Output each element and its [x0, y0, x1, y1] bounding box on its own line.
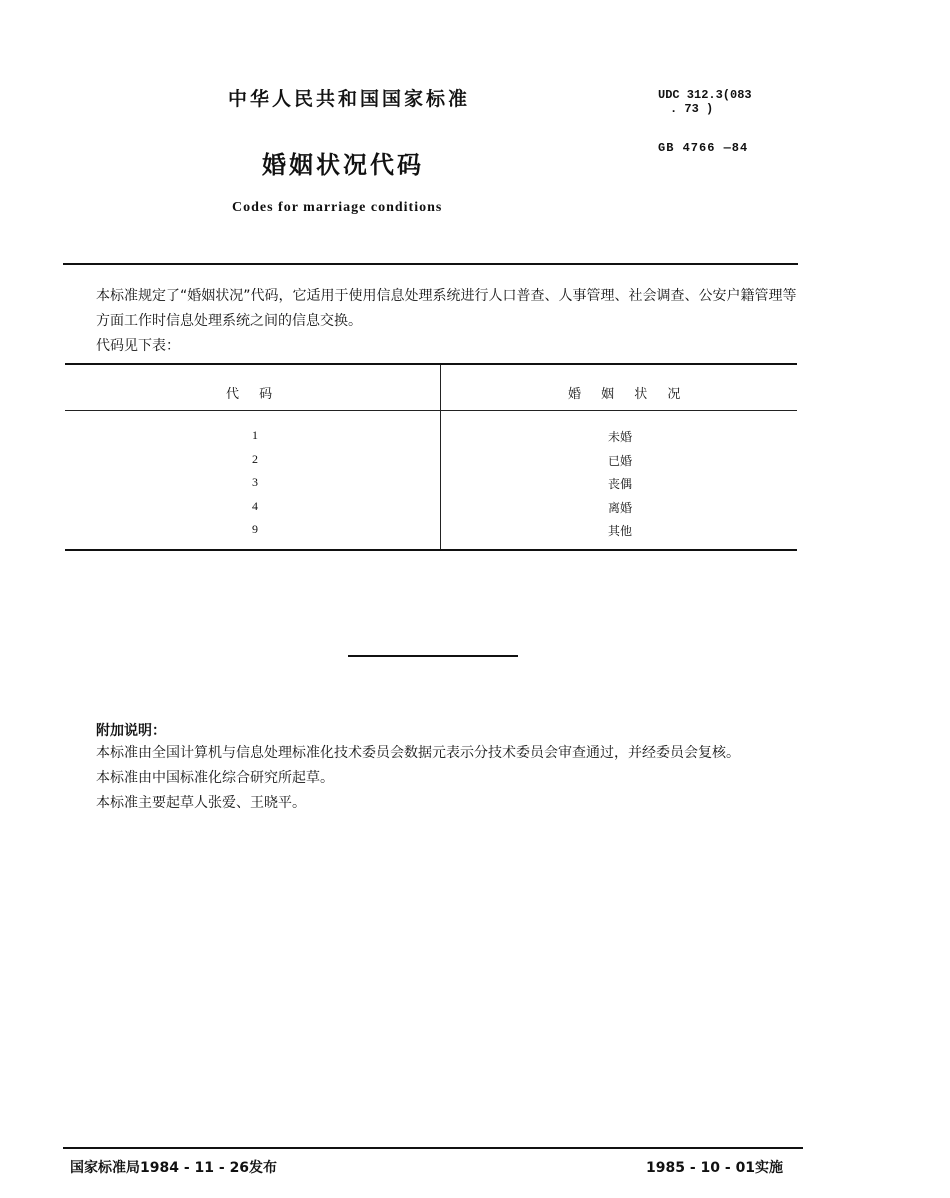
row-status: 已婚 [607, 454, 632, 468]
row-code: 3 [252, 475, 258, 489]
document-title-zh: 婚姻状况代码 [262, 151, 424, 179]
notes-body [66, 741, 798, 816]
udc-line-1: UDC 312.3(083 [658, 88, 752, 102]
table-intro: 代码见下表： [96, 338, 180, 354]
footer-divider [63, 1147, 803, 1149]
note-item: 本标准主要起草人张爱、王晓平。 [96, 795, 306, 811]
note-item: 本标准由中国标准化综合研究所起草。 [96, 770, 334, 786]
table-header-rule [65, 410, 797, 411]
udc-line-2: . 73 ) [670, 102, 714, 116]
intro-text: 本标准规定了“婚姻状况”代码，它适用于使用信息处理系统进行人口普查、人事管理、社会调查、公安户籍管理等方面工作时信息处理系统之间的信息交换。 [96, 288, 797, 329]
row-code: 4 [252, 499, 258, 513]
table-bottom-rule [65, 549, 797, 551]
udc-classification [658, 88, 752, 116]
row-status: 未婚 [607, 430, 632, 444]
document-title-en: Codes for marriage conditions [232, 200, 443, 215]
issue-date: 国家标准局1984 - 11 - 26发布 [70, 1160, 278, 1176]
intro-paragraph [66, 284, 798, 359]
row-status: 丧偶 [607, 477, 632, 491]
end-of-text-rule [348, 655, 518, 657]
note-item: 本标准由全国计算机与信息处理标准化技术委员会数据元表示分技术委员会审查通过，并经委员会复核。 [96, 745, 740, 761]
table-header-code: 代 码 [226, 387, 281, 402]
table-column-divider [440, 365, 441, 549]
row-code: 1 [252, 428, 258, 442]
table-header-status: 婚 姻 状 况 [568, 387, 689, 402]
gb-number: GB 4766 —84 [658, 141, 749, 155]
notes-title: 附加说明： [96, 723, 166, 739]
standard-type-heading: 中华人民共和国国家标准 [228, 88, 471, 110]
row-status: 离婚 [607, 501, 632, 515]
row-code: 2 [252, 452, 258, 466]
header-divider [63, 263, 798, 265]
row-status: 其他 [607, 524, 632, 538]
table-top-rule [65, 363, 797, 365]
row-code: 9 [252, 522, 258, 536]
effective-date: 1985 - 10 - 01实施 [646, 1160, 784, 1176]
